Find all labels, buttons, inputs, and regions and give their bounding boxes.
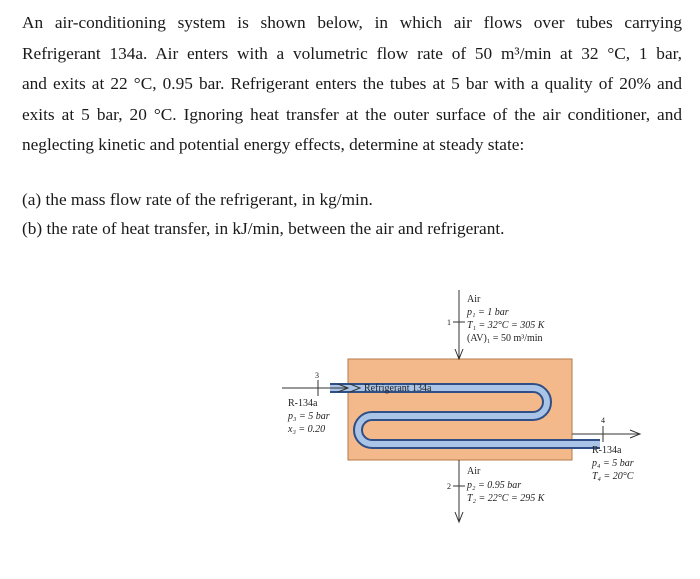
r134a-inlet-pressure: p₃ = 5 bar: [288, 411, 330, 422]
question-part-b: (b) the rate of heat transfer, in kJ/min, between the air and refrigerant.: [22, 219, 505, 238]
air-inlet: [447, 290, 546, 359]
air-outlet-pressure: p₂ = 0.95 bar: [467, 480, 522, 491]
refrigerant-inlet: [282, 371, 348, 435]
r134a-outlet-title: R-134a: [592, 445, 622, 456]
problem-line-5: neglecting kinetic and potential energy effects, determine at steady state:: [22, 135, 525, 154]
state-2-label: 2: [447, 482, 451, 491]
r134a-inlet-quality: x₃ = 0.20: [288, 424, 326, 435]
air-outlet-title: Air: [467, 466, 481, 477]
problem-line-2: Refrigerant 134a. Air enters with a volumetric flow rate of 50 m³/min at 32 °C, 1 bar,: [22, 43, 682, 63]
state-3-label: 3: [315, 371, 319, 380]
air-inlet-volumetric-flow: (AV)₁ = 50 m³/min: [467, 333, 543, 344]
r134a-outlet-temperature: T₄ = 20°C: [592, 471, 634, 482]
air-outlet: [447, 460, 546, 522]
problem-line-3: and exits at 22 °C, 0.95 bar. Refrigerant enters the tubes at 5 bar with a quality of 20% and: [22, 74, 682, 93]
problem-line-1: An air-conditioning system is shown below, in which air flows over tubes carrying: [22, 13, 682, 32]
problem-line-4: exits at 5 bar, 20 °C. Ignoring heat transfer at the outer surface of the air conditioner, and: [22, 104, 682, 124]
refrigerant-134a-label: Refrigerant 134a: [364, 383, 432, 394]
air-inlet-pressure: p₁ = 1 bar: [467, 307, 509, 318]
r134a-outlet-pressure: p₄ = 5 bar: [592, 458, 634, 469]
r134a-inlet-title: R-134a: [288, 398, 318, 409]
question-part-a: (a) the mass flow rate of the refrigerant, in kg/min.: [22, 190, 373, 209]
state-4-label: 4: [601, 416, 605, 425]
air-outlet-temperature: T₂ = 22°C = 295 K: [467, 493, 545, 504]
air-inlet-title: Air: [467, 294, 481, 305]
air-inlet-temperature: T₁ = 32°C = 305 K: [467, 320, 545, 331]
state-1-label: 1: [447, 318, 451, 327]
